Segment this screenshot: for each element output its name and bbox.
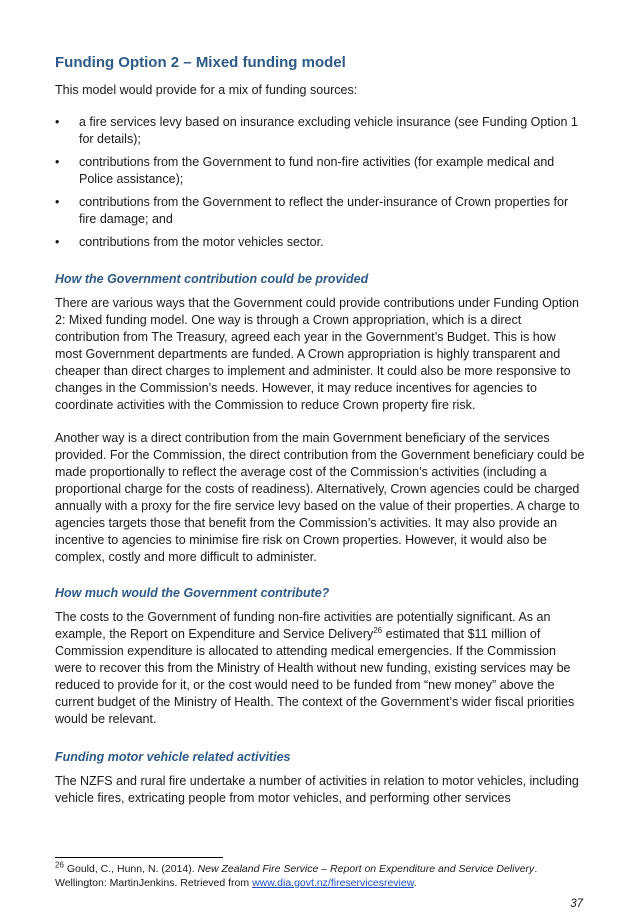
footnote-number: 26 [55,860,64,870]
page-number: 37 [570,898,583,910]
paragraph: There are various ways that the Government could provide contributions under Funding Option 2: Mixed funding model. One way is through a Crown appropriation, which is a direct contribution from The Treasury, agreed each year in the Government’s Budget. This is how most Government departments are funded. A Crown appropriation is highly transparent and cheaper than direct charges to implement and administer. It could also be more responsive to changes in the Commission’s needs. However, it may reduce incentives for agencies to coordinate activities with the Commission to reduce Crown property fire risk. [55,296,579,412]
paragraph: Another way is a direct contribution from the main Government beneficiary of the services provided. For the Commission, the direct contribution from the Government beneficiary could be made proportionally to reflect the average cost of the Commission’s activities (including a proportional charge for the costs of readiness). Alternatively, Crown agencies could be charged annually with a proxy for the fire service levy based on the value of their properties. A charge to agencies targets those that benefit from the Commission’s activities. It may also provide an incentive to agencies to minimise fire risk on Crown properties. However, it would also be complex, costly and more difficult to administer. [55,431,585,564]
footnote-divider [55,857,223,858]
intro-text: This model would provide for a mix of funding sources: [55,83,358,97]
list-item: • contributions from the Government to fund non-fire activities (for example medical and Police assistance); [55,155,555,186]
bullet-icon: • [55,235,60,249]
funding-sources-list [55,114,585,257]
subheading-government-contribute: How much would the Government contribute? [55,586,330,600]
subheading-motor-vehicle: Funding motor vehicle related activities [55,750,291,764]
paragraph: The NZFS and rural fire undertake a number of activities in relation to motor vehicles, including vehicle fires, extricating people from motor vehicles, and performing other services [55,774,579,805]
paragraph: The costs to the Government of funding non-fire activities are potentially significant. As an example, the Report on Expenditure and Service Delivery$^{26}$ estimated that $11 million of Commission expenditure is allocated to attending medical emergencies. If the Commission were to recover this from the Ministry of Health without new funding, existing services may be reduced to provide for it, or the cost would need to be funded from “new money” above the current budget of the Ministry of Health. The context of the Government’s wider fiscal priorities would be relevant. [55,610,575,726]
list-item: • contributions from the Government to reflect the under-insurance of Crown properties for fire damage; and [55,195,569,226]
subheading-contribution-provided: How the Government contribution could be provided [55,272,369,286]
footnote-title: New Zealand Fire Service – Report on Expenditure and Service Delivery [197,863,535,875]
list-item: • contributions from the motor vehicles sector. [55,235,324,249]
footnote: $^{26}$ Gould, C., Hunn, N. (2014). New Zealand Fire Service – Report on Expenditure and Service Delivery. Wellington: MartinJenkins. Retrieved from www.dia.govt.nz/fireservicesreview. [55,860,538,889]
footnote-link[interactable]: www.dia.govt.nz/fireservicesreview [252,877,414,889]
section-heading: Funding Option 2 – Mixed funding model [55,54,346,71]
bullet-icon: • [55,195,60,209]
list-item: • a fire services levy based on insurance excluding vehicle insurance (see Funding Option 1 for details); [55,115,578,146]
footnote-reference: 26 [373,625,383,635]
bullet-icon: • [55,115,60,129]
bullet-icon: • [55,155,60,169]
